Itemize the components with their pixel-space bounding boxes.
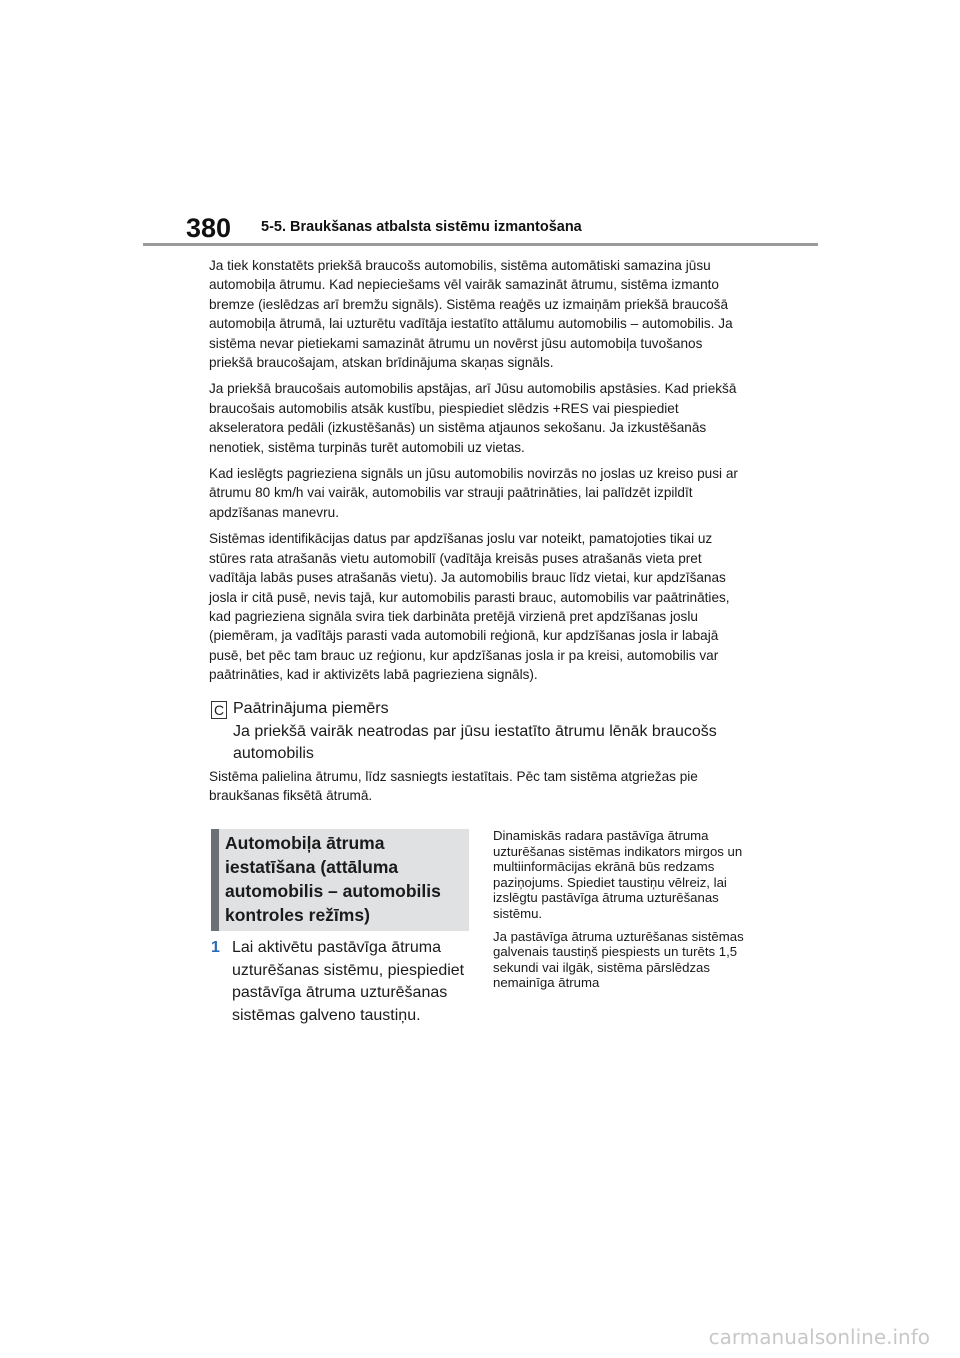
step-number: 1 <box>211 939 220 956</box>
side-note: Ja pastāvīga ātruma uzturēšanas sistēmas galvenais taustiņš piespiests un turēts 1,5 sekundi vai ilgāk, sistēma pārslēdzas nemainīga ātruma <box>493 928 744 991</box>
step-text: Lai aktivētu pastāvīga ātruma uzturēšanas sistēmu, piespiediet pastāvīga ātruma uzturēšanas sistēmas galveno taustiņu. <box>232 939 465 1024</box>
example-block <box>211 698 751 766</box>
example-description: Sistēma palielina ātrumu, līdz sasniegts iestatītais. Pēc tam sistēma atgriežas pie braukšanas fiksētā ātrumā. <box>209 769 698 804</box>
section-title: 5-5. Braukšanas atbalsta sistēmu izmantošana <box>261 219 582 235</box>
example-letter-badge: C <box>211 701 227 719</box>
step-item <box>211 937 473 1027</box>
paragraph: Kad ieslēgts pagrieziena signāls un jūsu automobilis novirzās no joslas uz kreiso pusi ar ātrumu 80 km/h vai vairāk, automobilis var strauji paātrināties, lai palīdzēt izpildīt apdzīšanas manevru. <box>209 466 738 520</box>
paragraph: Sistēmas identifikācijas datus par apdzīšanas joslu var noteikt, pamatojoties tikai uz stūres rata atrašanās vietu automobilī (vadītāja kreisās puses atrašanās vieta pret vadītāja labās puses atrašanās vietu). Ja automobilis brauc līdz vietai, kur apdzīšanas josla ir citā pusē, nevis tajā, kur automobilis parasti brauc, automobilis var paātrināties, kad pagrieziena signāla svira tiek darbināta pretējā virzienā pret apdzīšanas joslu (piemēram, ja vadītājs parasti vada automobili reģionā, kur apdzīšanas josla ir labajā pusē, bet pēc tam brauc uz reģionu, kur apdzīšanas josla ir pa kreisi, automobilis var paātrināties, kad ir aktivizēts labā pagrieziena signāls). <box>209 531 730 683</box>
paragraph: Ja tiek konstatēts priekšā braucošs automobilis, sistēma automātiski samazina jūsu automobiļa ātrumu. Kad nepieciešams vēl vairāk samazināt ātrumu, sistēma izmanto bremze (ieslēdzas arī bremžu signāls). Sistēma reaģēs uz izmaiņām priekšā braucošā automobiļa ātrumā, lai uzturētu vadītāja iestatīto attālumu automobilis – automobilis. Ja sistēma nevar pietiekami samazināt ātrumu un novērst jūsu automobiļa tuvošanos priekšā braucošajam, atskan brīdinājuma skaņas signāls. <box>209 258 733 371</box>
section-heading: Automobiļa ātruma iestatīšana (attāluma automobilis – automobilis kontroles režīms) <box>225 833 441 925</box>
paragraph: Ja priekšā braucošais automobilis apstājas, arī Jūsu automobilis apstāsies. Kad priekšā braucošais automobilis atsāk kustību, piespiediet slēdzis +RES vai piespiediet akseleratora pedāli (izkustēšanās) un sistēma atjaunos sekošanu. Ja izkustēšanās nenotiek, sistēma turpinās turēt automobili uz vietas. <box>209 381 737 455</box>
example-title: Paātrinājuma piemērs <box>233 700 389 717</box>
example-subtitle: Ja priekšā vairāk neatrodas par jūsu iestatīto ātrumu lēnāk braucošs automobilis <box>233 722 717 762</box>
page-number: 380 <box>186 213 232 243</box>
side-note: Dinamiskās radara pastāvīga ātruma uzturēšanas sistēmas indikators mirgos un multiinformācijas ekrānā būs redzams paziņojums. Spiediet taustiņu vēlreiz, lai izslēgtu pastāvīga ātruma uzturēšanas sistēmu. <box>493 828 743 921</box>
watermark: carmanualsonline.info <box>708 1325 930 1349</box>
heading-accent-bar <box>211 829 219 931</box>
header-divider <box>143 243 818 246</box>
side-notes <box>493 828 751 998</box>
section-heading-box <box>211 829 469 931</box>
body-text <box>209 256 749 692</box>
